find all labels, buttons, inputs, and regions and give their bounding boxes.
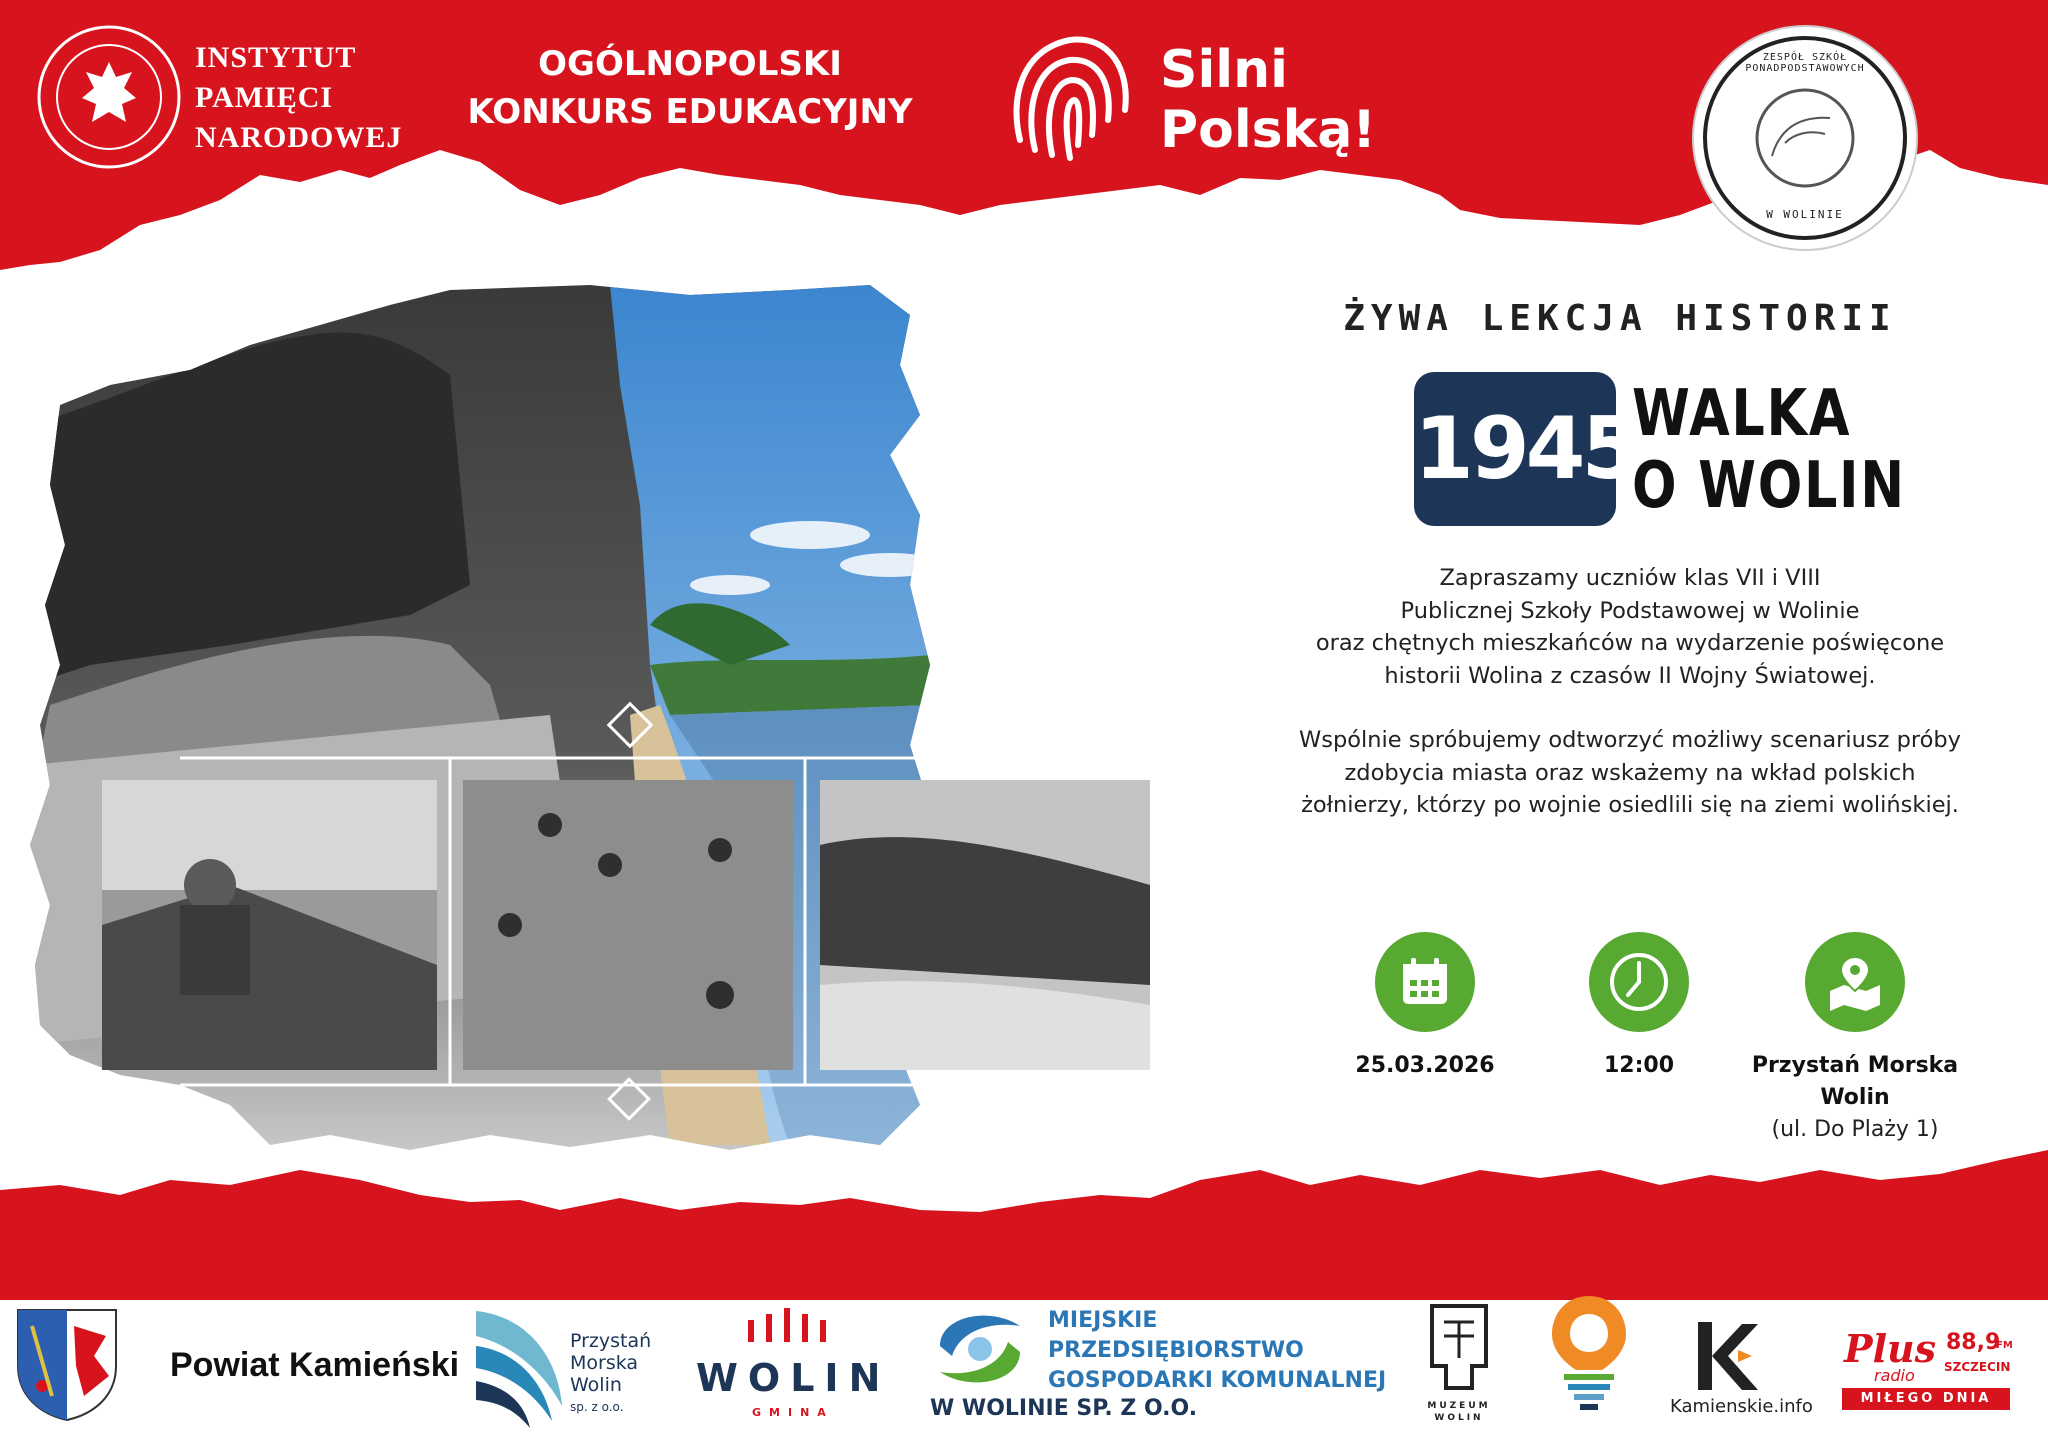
event-place-line2: Wolin	[1820, 1085, 1890, 1110]
mpgk-line4: W WOLINIE SP. Z O.O.	[930, 1396, 1198, 1421]
silni-polska-logo	[1160, 40, 1376, 160]
event-place-line1: Przystań Morska	[1751, 1053, 1959, 1078]
description-line: Zapraszamy uczniów klas VII i VIII	[1439, 565, 1821, 591]
konkurs-line2: KONKURS EDUKACYJNY	[467, 92, 913, 132]
wolin-gmina-name: WOLIN	[696, 1356, 891, 1400]
description-line: żołnierzy, którzy po wojnie osiedlili się na ziemi wolińskiej.	[1301, 792, 1959, 818]
event-title	[1632, 378, 1906, 522]
silni-line1: Silni	[1160, 40, 1288, 100]
school-seal-logo	[1690, 8, 1920, 268]
event-place-address: (ul. Do Plaży 1)	[1771, 1117, 1939, 1142]
przystan-logo-text	[570, 1330, 651, 1418]
map-pin-icon	[1805, 932, 1905, 1032]
plus-freq: 88,9	[1946, 1330, 2001, 1355]
plus-brand: Plus	[1844, 1326, 1937, 1371]
przystan-wave-icon	[466, 1306, 566, 1430]
event-date-label: 25.03.2026	[1355, 1053, 1495, 1078]
event-time	[1544, 932, 1734, 1082]
fingerprint-icon	[1000, 20, 1140, 170]
event-place	[1730, 932, 1980, 1146]
plus-fm: FM	[1996, 1340, 2013, 1351]
kamienskie-text: Kamienskie.info	[1670, 1396, 1813, 1417]
clock-icon	[1589, 932, 1689, 1032]
przystan-line2: Morska	[570, 1352, 639, 1374]
description-line: zdobycia miasta oraz wskażemy na wkład polskich	[1344, 759, 1916, 786]
kamienskie-k-icon	[1694, 1318, 1764, 1394]
plus-radio-logo	[1838, 1326, 2018, 1416]
photo-collage	[30, 285, 1230, 1155]
calendar-icon	[1375, 932, 1475, 1032]
description-line: oraz chętnych mieszkańców na wydarzenie poświęcone	[1315, 630, 1945, 656]
muzeum-line1: MUZEUM	[1427, 1401, 1491, 1411]
bottom-red-band	[0, 1140, 2048, 1300]
event-time-label: 12:00	[1603, 1053, 1675, 1078]
event-title-line1: WALKA	[1632, 377, 1852, 451]
description-line: historii Wolina z czasów II Wojny Światowej.	[1384, 662, 1876, 689]
ipn-line2: PAMIĘCI	[195, 81, 334, 114]
ipn-line3: NARODOWEJ	[195, 121, 403, 154]
powiat-kamienski-logo: Powiat Kamieński	[170, 1346, 460, 1384]
mpgk-line1: MIEJSKIE	[1048, 1308, 1158, 1333]
event-date	[1330, 932, 1520, 1082]
mpgk-line2: PRZEDSIĘBIORSTWO	[1048, 1338, 1304, 1363]
wolin-gmina-sub: GMINA	[752, 1406, 834, 1419]
event-year-badge: 1945	[1414, 372, 1616, 526]
muzeum-line2: WOLIN	[1434, 1413, 1484, 1423]
mpgk-logo-text	[1048, 1306, 1386, 1396]
przystan-line1: Przystań	[570, 1330, 652, 1352]
event-subtitle: ŻYWA LEKCJA HISTORII	[1343, 298, 1897, 339]
plus-city: SZCZECIN	[1944, 1360, 2011, 1374]
description-line: Wspólnie spróbujemy odtworzyć możliwy scenariusz próby	[1299, 727, 1961, 753]
silni-line2: Polską!	[1160, 100, 1376, 160]
ipn-line1: INSTYTUT	[195, 41, 357, 74]
event-description	[1272, 562, 1988, 822]
konkurs-title	[450, 40, 930, 136]
plus-slogan: MIŁEGO DNIA	[1842, 1388, 2010, 1410]
ipn-seal-logo	[34, 22, 184, 172]
plus-sub: radio	[1874, 1366, 1915, 1385]
school-seal-ring-text: ZESPÓŁ SZKÓŁ PONADPODSTAWOWYCH	[1745, 52, 1865, 74]
muzeum-helmet-icon	[1424, 1296, 1494, 1400]
ipn-name	[195, 38, 402, 158]
powiat-coat-of-arms-icon	[14, 1306, 120, 1424]
mpgk-logo-icon	[930, 1306, 1030, 1392]
event-title-line2: O WOLIN	[1632, 449, 1906, 523]
tourism-pin-icon	[1546, 1290, 1632, 1420]
wolin-gmina-bars-icon	[746, 1306, 842, 1342]
przystan-line4: sp. z o.o.	[570, 1400, 624, 1414]
school-seal-bottom-text: W WOLINIE	[1766, 208, 1844, 221]
description-line: Publicznej Szkoły Podstawowej w Wolinie	[1400, 597, 1860, 624]
konkurs-line1: OGÓLNOPOLSKI	[538, 44, 842, 84]
mpgk-line3: GOSPODARKI KOMUNALNEJ	[1048, 1368, 1387, 1393]
muzeum-logo-text	[1424, 1400, 1494, 1424]
przystan-line3: Wolin	[570, 1374, 622, 1396]
